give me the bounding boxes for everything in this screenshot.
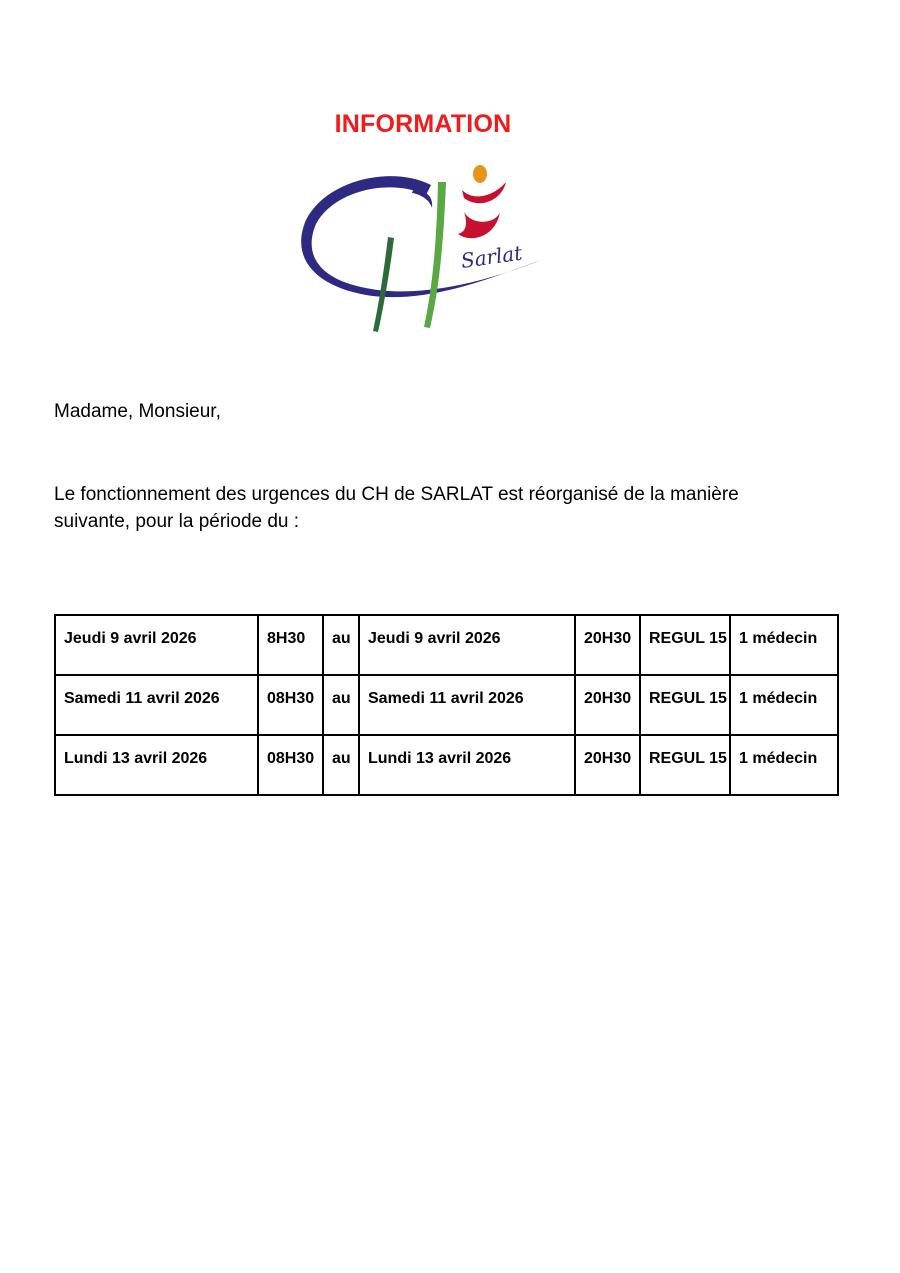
logo-red-swoosh-bottom [458,212,500,238]
logo-c-top [412,188,432,208]
logo-sarlat-text: Sarlat [459,240,524,273]
logo-orange-head [473,165,487,183]
logo-green-stroke-1 [373,237,394,332]
table-row [55,615,838,675]
staff-cell: 1 médecin [730,615,838,675]
start-time-cell: 08H30 [258,735,323,795]
end-time-cell: 20H30 [575,735,640,795]
staff-cell: 1 médecin [730,675,838,735]
end-date-cell: Samedi 11 avril 2026 [359,675,575,735]
end-date-cell: Jeudi 9 avril 2026 [359,615,575,675]
end-time-cell: 20H30 [575,675,640,735]
page-title: INFORMATION [334,110,512,138]
intro-paragraph: Le fonctionnement des urgences du CH de SARLAT est réorganisé de la manière suivante, pour la période du : [54,484,739,532]
separator-cell: au [323,615,359,675]
regulation-cell: REGUL 15 [640,735,730,795]
table-row [55,735,838,795]
start-date-cell: Jeudi 9 avril 2026 [55,615,258,675]
regulation-cell: REGUL 15 [640,675,730,735]
start-date-cell: Lundi 13 avril 2026 [55,735,258,795]
end-time-cell: 20H30 [575,615,640,675]
start-time-cell: 8H30 [258,615,323,675]
logo-red-swoosh-top [462,182,506,203]
separator-cell: au [323,675,359,735]
separator-cell: au [323,735,359,795]
logo-green-stroke-2 [424,182,446,328]
table-row [55,675,838,735]
end-date-cell: Lundi 13 avril 2026 [359,735,575,795]
regulation-cell: REGUL 15 [640,615,730,675]
start-time-cell: 08H30 [258,675,323,735]
greeting: Madame, Monsieur, [54,401,221,422]
staff-cell: 1 médecin [730,735,838,795]
ch-sarlat-logo [296,160,546,345]
schedule-table [54,614,839,796]
start-date-cell: Samedi 11 avril 2026 [55,675,258,735]
